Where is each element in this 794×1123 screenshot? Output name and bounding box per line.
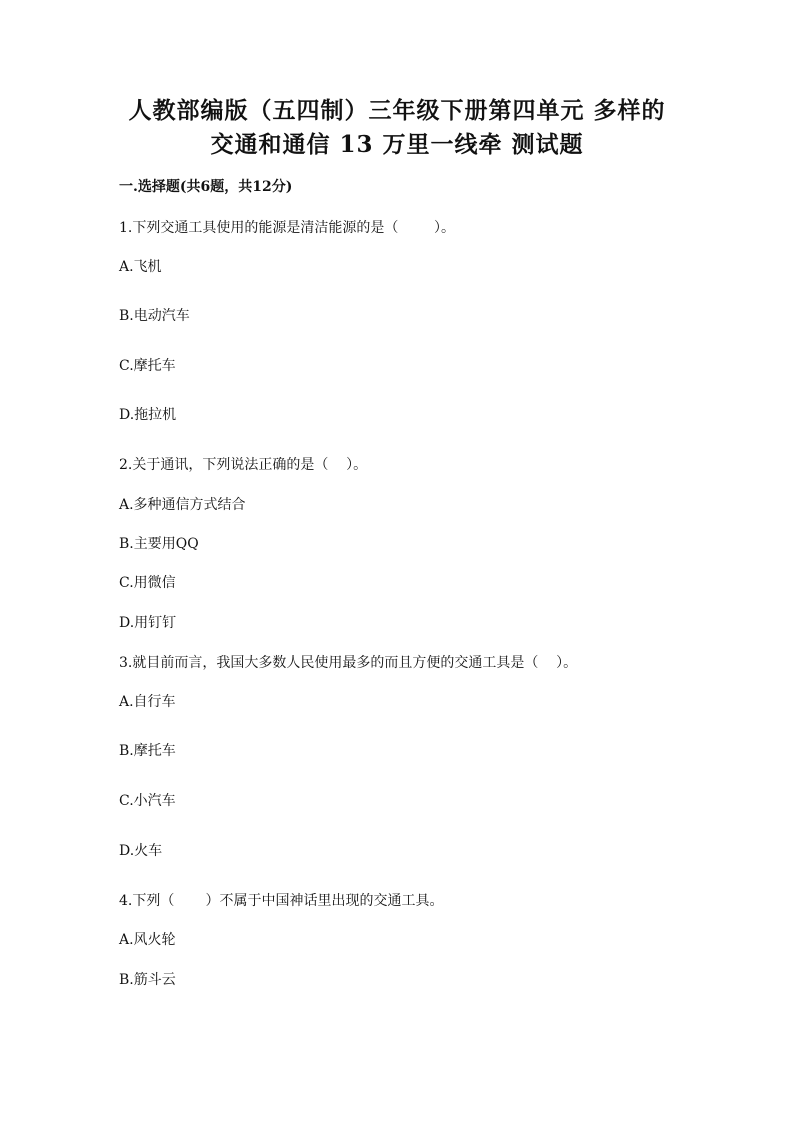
question-1-stem: 1.下列交通工具使用的能源是清洁能源的是（ ）。 — [119, 220, 455, 236]
question-2-stem: 2.关于通讯，下列说法正确的是（ ）。 — [119, 457, 368, 473]
page-title-line-2: 交通和通信 13 万里一线牵 测试题 — [210, 131, 584, 158]
question-2-option-d: D.用钉钉 — [119, 615, 177, 631]
question-3-stem: 3.就目前而言，我国大多数人民使用最多的而且方便的交通工具是（ ）。 — [119, 655, 578, 671]
question-3-option-b: B.摩托车 — [119, 743, 176, 759]
question-1-option-b: B.电动汽车 — [119, 308, 190, 324]
question-3-option-c: C.小汽车 — [119, 793, 176, 809]
question-2-option-a: A.多种通信方式结合 — [119, 497, 246, 513]
question-1-option-c: C.摩托车 — [119, 358, 176, 374]
question-3-option-a: A.自行车 — [119, 694, 176, 710]
question-1-option-d: D.拖拉机 — [119, 407, 177, 423]
question-1-option-a: A.飞机 — [119, 259, 162, 275]
question-3-option-d: D.火车 — [119, 843, 163, 859]
question-4-option-b: B.筋斗云 — [119, 972, 176, 988]
question-4-option-a: A.风火轮 — [119, 932, 176, 948]
page-title-line-1: 人教部编版（五四制）三年级下册第四单元 多样的 — [128, 97, 666, 124]
question-4-stem: 4.下列（ ）不属于中国神话里出现的交通工具。 — [119, 893, 444, 909]
section-heading: 一.选择题(共6题，共12分) — [119, 179, 293, 195]
question-2-option-c: C.用微信 — [119, 575, 176, 591]
question-2-option-b: B.主要用QQ — [119, 536, 199, 552]
